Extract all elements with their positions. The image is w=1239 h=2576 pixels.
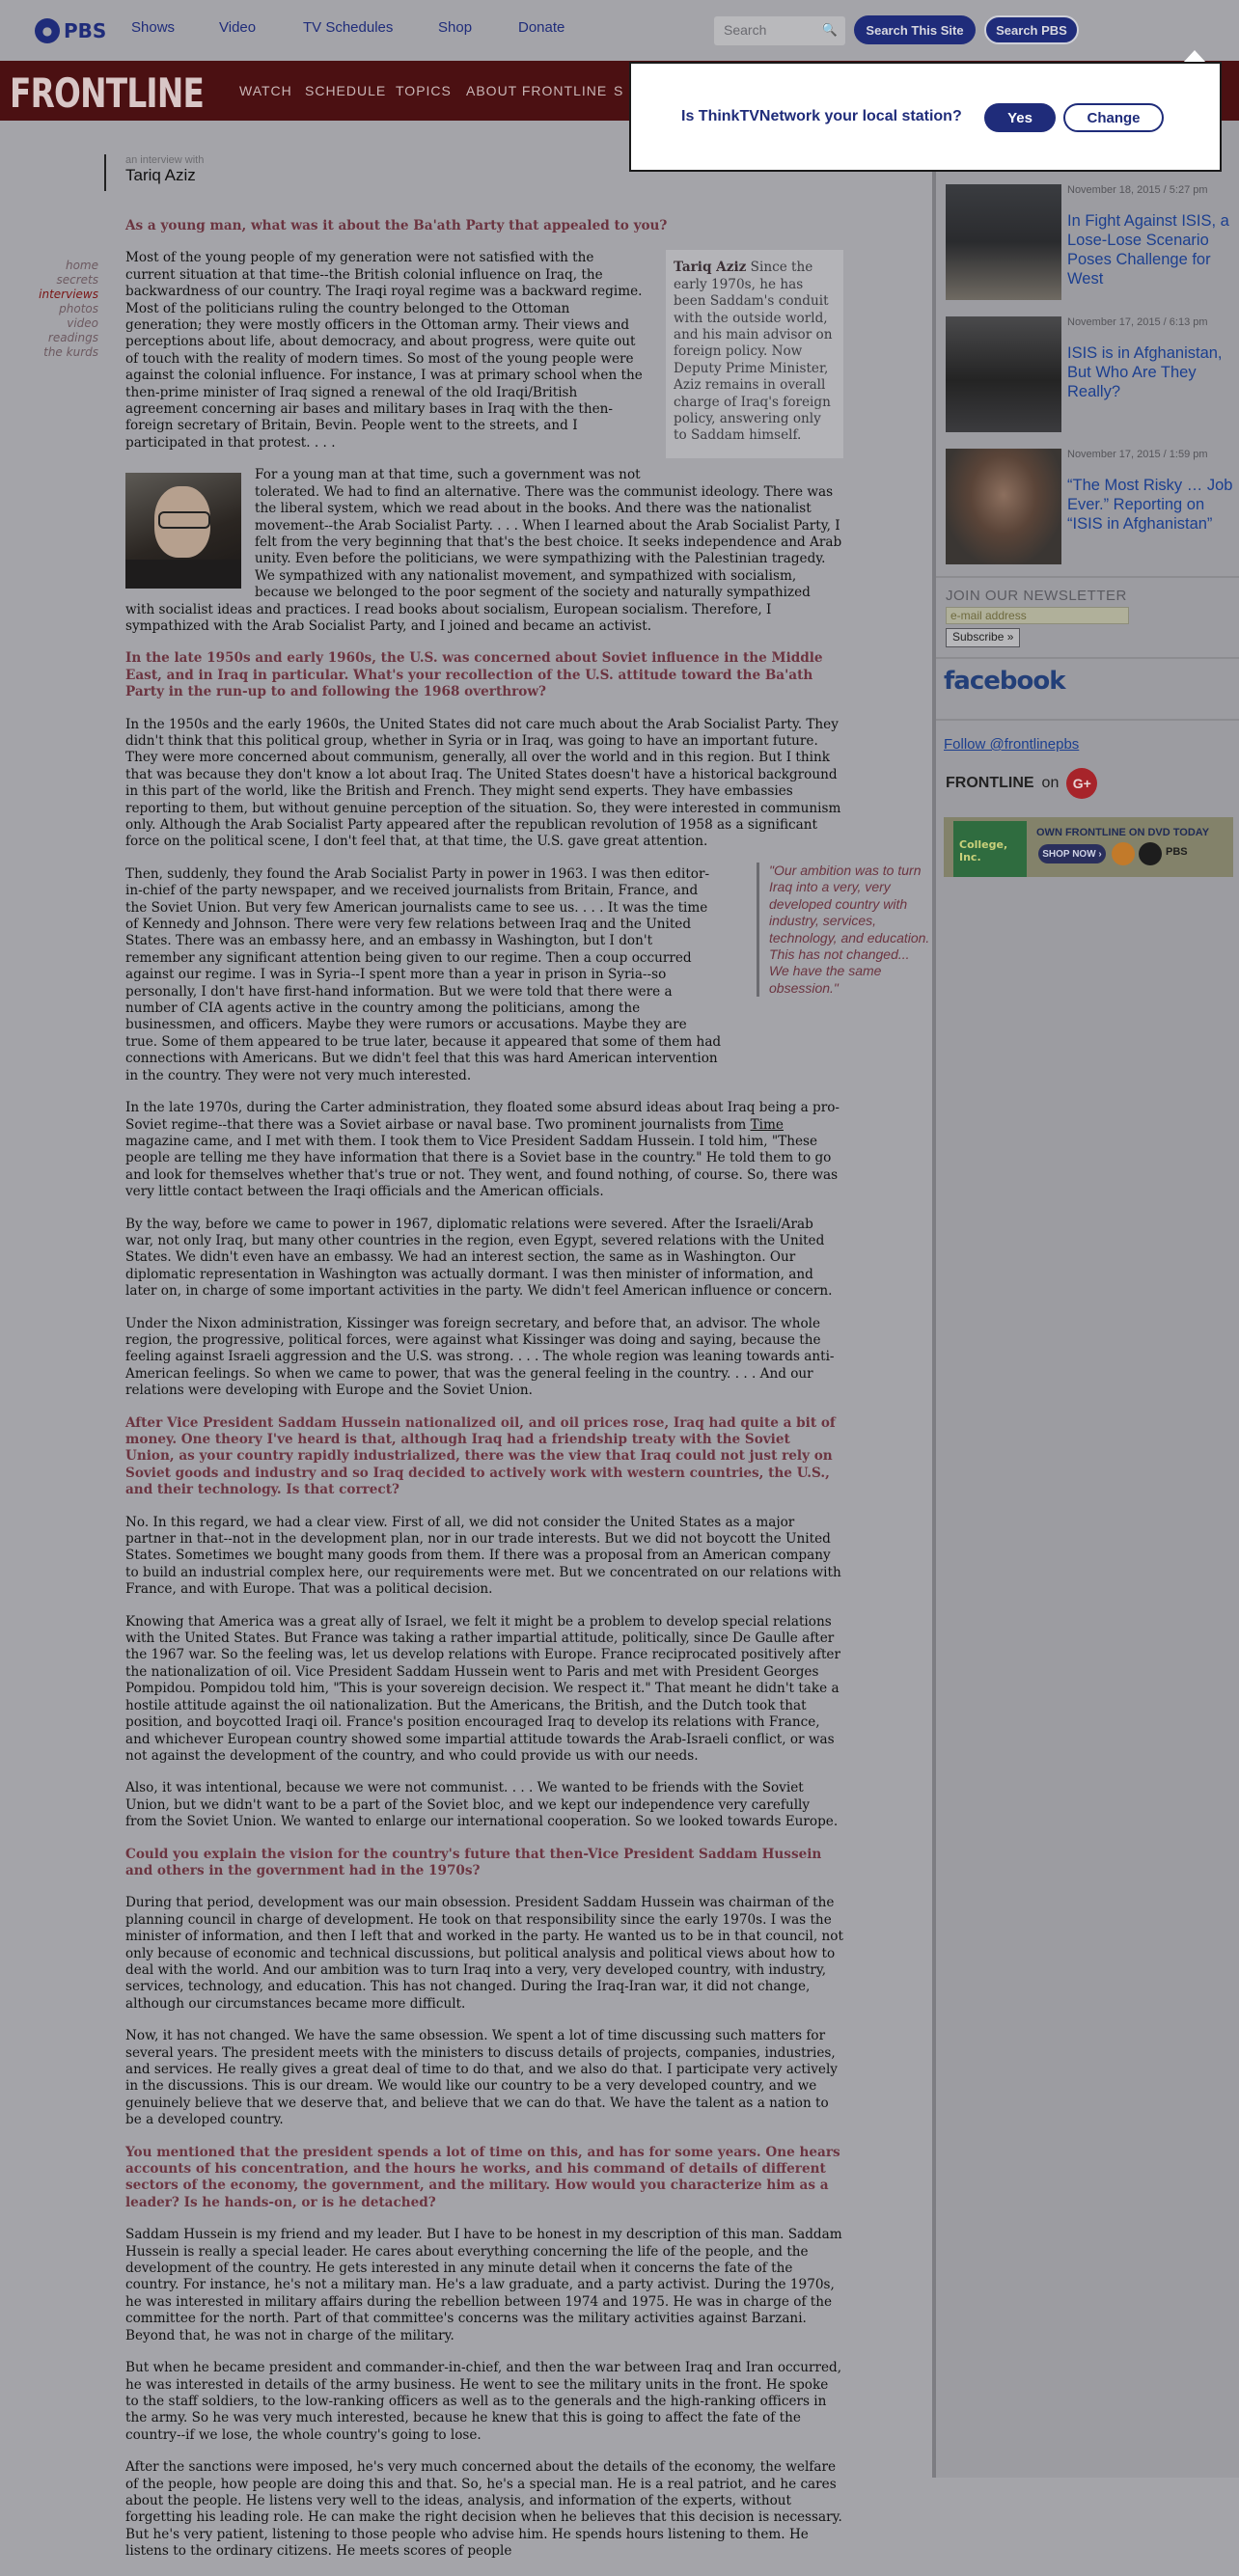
pull-quote: "Our ambition was to turn Iraq into a very, very developed country with industry, services, technology, and education. This has not changed... We have the same obsession." [757,863,933,997]
answer-paragraph: No. In this regard, we had a clear view. First of all, we did not consider the United States as a major partner in that--not in the development plan, nor in our trade interests. But we did not boycott the United States. Sometimes we bought many goods from them. If there was a proposal from an American company to build an industrial complex here, our requirements were met. But we concentrated on our relations with France, and with Europe. That was a political decision. [125,1514,841,1598]
question: You mentioned that the president spends a lot of time on this, and has for some years. One hears accounts of his concentration, and the hours he works, and his command of details of different sectors of the economy, the government, and the military. How would you characterize him as a leader? Is he hands-on, or is he detached? [125,2144,840,2210]
story-thumbnail[interactable] [946,316,1061,432]
search-pbs-button[interactable]: Search PBS [984,15,1079,44]
story-date: November 17, 2015 / 1:59 pm [1067,449,1208,460]
section-link-the-kurds[interactable]: the kurds [43,345,98,359]
nav-truncated[interactable]: S [614,83,624,98]
nav-schedule[interactable]: SCHEDULE [305,83,387,98]
story-date: November 17, 2015 / 6:13 pm [1067,316,1208,328]
question: As a young man, what was it about the Ba'ath Party that appealed to you? [125,218,668,233]
pbs-header [0,0,1239,61]
subscribe-button[interactable]: Subscribe » [946,628,1020,647]
answer-paragraph: By the way, before we came to power in 1967, diplomatic relations were severed. After the Israeli/Arab war, not only Iraq, but many other countries in the region, even Egypt, severed relations with the United States. We didn't even have an embassy. We had an interest section, the same as in Washington. Our diplomatic representation in Washington was actually dormant. I was then minister of information, and later on, in charge of some important activities in the party. We didn't feel American influence or concern. [125,1216,833,1300]
nav-watch[interactable]: WATCH [239,83,292,98]
question: After Vice President Saddam Hussein nationalized oil, and oil prices rose, Iraq had quite a bit of money. One theory I've heard is that, although Iraq had a friendship treaty with the Soviet Union, as your country rapidly industrialized, there was the view that Iraq could not just rely on Soviet goods and industry and so Iraq decided to actively work with western countries, the U.S., and their technology. Is that correct? [125,1414,836,1498]
related-story[interactable] [946,449,1235,564]
dvd-cover-image: College, Inc. [953,821,1027,877]
answer-paragraph: Knowing that America was a great ally of Israel, we felt it might be a problem to develop special relations with the United States. But France was taking a rather impartial attitude, politically, since De Gaulle after the 1967 war. So the feeling was, let us develop relations with Europe. France reciprocated positively after the nationalization of oil. Vice President Saddam Hussein went to Paris and met with President Georges Pompidou. Pompidou told him, "This is your sovereign decision. We respect it." That meant he didn't take a hostile attitude against the oil nationalization. But the Americans, the British, and the Dutch took that position, and boycotted Iraqi oil. France's position encouraged Iraq to develop its relations with France, and whichever European country showed some impartial attitude towards the Arab-Israeli conflict, or was not against the development of the country, and who could provide us with our needs. [125,1613,840,1764]
google-plus-icon[interactable]: G+ [1066,768,1097,799]
answer-paragraph: Now, it has not changed. We have the same obsession. We spent a lot of time discussing such matters for several years. The president meets with the ministers to discuss details of projects, companies, industries, and services. He really gives a great deal of time to do that, and we also do that. I participate very actively in the discussions. This is our dream. We would like our country to be a very developed country, and we genuinely believe that we deserve that, and believe that we can do that. We have the talent as a nation to be a developed country. [125,2028,838,2128]
question: In the late 1950s and early 1960s, the U.S. was concerned about Soviet influence in the Middle East, and in Iraq in particular. What's your recollection of the U.S. attitude toward the Ba'ath Party in the run-up to and following the 1968 overthrow? [125,650,823,700]
section-link-secrets[interactable]: secrets [56,273,98,287]
yes-button[interactable]: Yes [984,103,1056,132]
bio-box [666,250,843,457]
local-station-popup [629,62,1222,172]
pbs-logo[interactable]: ● PBS [35,17,106,44]
newsletter-title: JOIN OUR NEWSLETTER [946,588,1127,604]
interview-kicker: an interview with [125,154,205,166]
section-link-video[interactable]: video [67,316,98,330]
divider [936,719,1239,721]
dvd-ad-banner[interactable] [944,817,1233,877]
section-link-readings[interactable]: readings [47,331,98,344]
nav-shop[interactable]: Shop [438,19,473,36]
interview-article [125,218,843,2576]
shop-now-button[interactable]: SHOP NOW › [1038,844,1106,863]
nav-video[interactable]: Video [219,19,257,36]
story-title[interactable]: ISIS is in Afghanistan, But Who Are They Really? [1067,344,1223,400]
related-story[interactable] [946,184,1235,300]
nav-donate[interactable]: Donate [518,19,565,36]
frontline-logo[interactable]: FRONTLINE [10,69,205,117]
answer-paragraph: During that period, development was our main obsession. President Saddam Hussein was chairman of the planning council in charge of development. He took on that responsibility since the early 1970s. I was the minister of information, and then I left that and worked in the party. He wanted us to be in that council, not only because of economic and technical discussions, but political analysis and political views about how to deal with the world. And our ambition was to turn Iraq into a very, very developed country, with industry, services, technology, and education. This has not changed. During the Iraq-Iran war, it did not change, although our circumstances became more difficult. [125,1895,843,2012]
dvd-pbs-label: PBS [1166,846,1188,858]
search-input[interactable]: Search 🔍 [714,16,845,45]
story-thumbnail[interactable] [946,184,1061,300]
answer-paragraph: In the late 1970s, during the Carter administration, they floated some absurd ideas about Iraq being a pro-Soviet regime--that there was a Soviet airbase or naval base. Two prominent journalists from Time magazine came, and I met with them. I took them to Vice President Saddam Hussein. I told him, "These people are telling me they have information that there is a Soviet base in the country." He told them to go and look for themselves whether that's true or not. They went, and found nothing, of course. So, there was very little contact between the Iraqi officials and the American officials. [125,1100,840,1200]
bio-name: Tariq Aziz [674,260,747,276]
time-link[interactable]: Time [750,1116,784,1133]
answer-paragraph: After the sanctions were imposed, he's very much concerned about the details of the economy, the welfare of the people, how people are doing this and that. So, he's a special man. He is a real patriot, and he cares about the people. He listens very well to the ideas, analysis, and information of the experts, without forgetting his leading role. He can make the right decision when he believes that this decision is necessary. But he's very patient, listening to those people who advise him. He spends hours listening to them. He listens to the ordinary citizens. He meets scores of people [125,2459,842,2560]
nav-topics[interactable]: TOPICS [396,83,452,98]
facebook-logo[interactable]: facebook [944,667,1065,696]
question: Could you explain the vision for the country's future that then-Vice President Saddam Hussein and others in the government had in the 1970s? [125,1846,822,1878]
interview-header [104,154,204,191]
answer-paragraph: In the 1950s and the early 1960s, the United States did not care much about the Arab Socialist Party. They didn't think that this political group, whether in Syria or in Iraq, was going to have an important future. They were more concerned about communism, generally, all over the world and in this region. But I think that was because they don't know a lot about Iraq. The United States doesn't have a historical background in this part of the world, like the British and French. They might send experts. They have embassies reporting to them, but without genuine perception of the situation. So, they were interested in communism only. Although the Arab Socialist Party appeared after the republican revolution of 1958 as a significant force on the political scene, I don't feel that, at that time, the U.S. gave great attention. [125,716,841,850]
section-link-photos[interactable]: photos [59,302,98,315]
dvd-ad-text: OWN FRONTLINE ON DVD TODAY [1036,827,1210,838]
answer-paragraph: For a young man at that time, such a government was not tolerated. We had to find an alternative. There was the communist ideology. There was the liberal system, which we read about in the books. And there was the nationalist movement--the Arab Socialist Party. . . . When I learned about the Arab Socialist Party, I felt from the very beginning that that's the best choice. It seeks independence and Arab unity. Even before the politicians, we were sympathizing with the Palestinian tragedy. We sympathized with any nationalist movement, and sympathized with socialism, because we belonged to the poor segment of the society and naturally sympathized with socialist ideas and practices. I read books about socialism, European socialism. Therefore, I sympathized with the Arab Socialist Party, and I joined and became an activist. [125,467,842,634]
story-title[interactable]: In Fight Against ISIS, a Lose-Lose Scenario Poses Challenge for West [1067,212,1229,288]
bio-text: Since the early 1970s, he has been Saddam's conduit with the outside world, and his main advisor on foreign policy. Now Deputy Prime Minister, Aziz remains in overall charge of Iraq's foreign policy, answering only to Saddam himself. [674,260,833,444]
nav-about-frontline[interactable]: ABOUT FRONTLINE [466,83,608,98]
email-field[interactable]: e-mail address [946,607,1129,624]
section-link-interviews[interactable]: interviews [39,288,98,301]
story-title[interactable]: “The Most Risky … Job Ever.” Reporting on “ISIS in Afghanistan” [1067,477,1233,533]
google-plus-follow[interactable]: FRONTLINE on G+ [946,768,1097,799]
story-date: November 18, 2015 / 5:27 pm [1067,184,1208,196]
twitter-follow-link[interactable]: Follow @frontlinepbs [944,736,1080,753]
answer-paragraph: But when he became president and commander-in-chief, and then the war between Iraq and Iran occurred, he was interested in details of the army business. He went to see the military units in the front. He spoke to the staff soldiers, to the low-ranking officers as well as to the generals and the high-ranking officers in the army. So he was very much interested, because he knew that this is going to affect the fate of the country--if we lose, the whole country's going to lose. [125,2360,842,2443]
answer-paragraph: Also, it was intentional, because we were not communist. . . . We wanted to be friends with the Soviet Union, but we didn't want to be a part of the Soviet bloc, and we kept our independence very carefully from the Soviet Union. We wanted to enlarge our international cooperation. So we looked towards Europe. [125,1780,839,1830]
search-icon[interactable]: 🔍 [821,22,838,37]
shop-icon [1112,842,1135,865]
popup-question: Is ThinkTVNetwork your local station? [681,108,962,124]
answer-paragraph: Saddam Hussein is my friend and my leader. But I have to be honest in my description of this man. Saddam Hussein is really a special leader. He cares about everything concerning the life of the people, and the development of the country. He gets interested in any minute detail when it concerns the fate of the country. For instance, he's not a military man. He's a law graduate, and a party activist. During the 1970s, he was interested in military affairs during the rebellion between 1974 and 1975. He was in charge of the committee for the north. Part of that committee's concerns was the military activities against Barzani. Beyond that, he was not in charge of the military. [125,2227,842,2343]
nav-shows[interactable]: Shows [131,19,176,36]
answer-paragraph: Under the Nixon administration, Kissinger was foreign secretary, and before that, an advisor. The whole region, the progressive, political forces, were against what Kissinger was doing and saying, because the feeling against Israeli aggression and the U.S. was strong. . . . The whole region was leaning towards anti-American feelings. So when we came to power, that was the general feeling in the country. . . . And our relations were developing with Europe and the Soviet Union. [125,1315,835,1399]
newsletter-signup [936,576,1239,659]
interview-name: Tariq Aziz [125,166,196,184]
answer-paragraph: Most of the young people of my generation were not satisfied with the current situation at that time--the British colonial influence on Iraq, the backwardness of our country. The Iraqi royal regime was a backward regime. Most of the politicians ruling the country belonged to the Ottoman generation; they were mostly officers in the Ottoman army. Their views and perceptions about life, about democracy, and about progress, were quite out of touch with the reality of modern times. So most of the young people were against the colonial influence. For instance, I was at primary school when the then-prime minister of Iraq signed a renewal of the old Iraqi/British agreement concerning air bases and military bases in Iraq with the then-foreign secretary of Britain, Bevin. People went to the streets, and I participated in that protest. . . . [125,250,643,451]
tariq-aziz-photo [125,473,241,589]
pbs-logo-icon: ● [35,18,60,43]
search-this-site-button[interactable]: Search This Site [854,15,976,44]
section-nav [19,259,98,360]
nav-tv-schedules[interactable]: TV Schedules [303,19,394,36]
related-story[interactable] [946,316,1235,432]
section-link-home[interactable]: home [65,259,98,272]
change-button[interactable]: Change [1063,103,1164,132]
pbs-logo-icon [1139,842,1162,865]
answer-paragraph: Then, suddenly, they found the Arab Socialist Party in power in 1963. I was then editor-in-chief of the party newspaper, and we received journalists from Britain, France, and the Soviet Union. But very few American journalists came to see us. . . . It was the time of Kennedy and Johnson. There were very few relations between Iraq and the United States. There was an embassy here, and an embassy in Washington, but I don't remember any significant attention being given to our regime. Then a coup occurred against our regime. I was in Syria--I spent more than a year in prison in Syria--so personally, I don't have first-hand information. But we were told that there were a number of CIA agents active in the country among the politicians, among the businessmen, and officers. Maybe they were rumors or accusations. Maybe they are true. Some of them appeared to be true later, because it appeared that some of them had connections with Americans. But we didn't feel that this was hard American intervention in the country. They were not very much interested. [125,865,722,1083]
sidebar [932,121,1239,2478]
story-thumbnail[interactable] [946,449,1061,564]
